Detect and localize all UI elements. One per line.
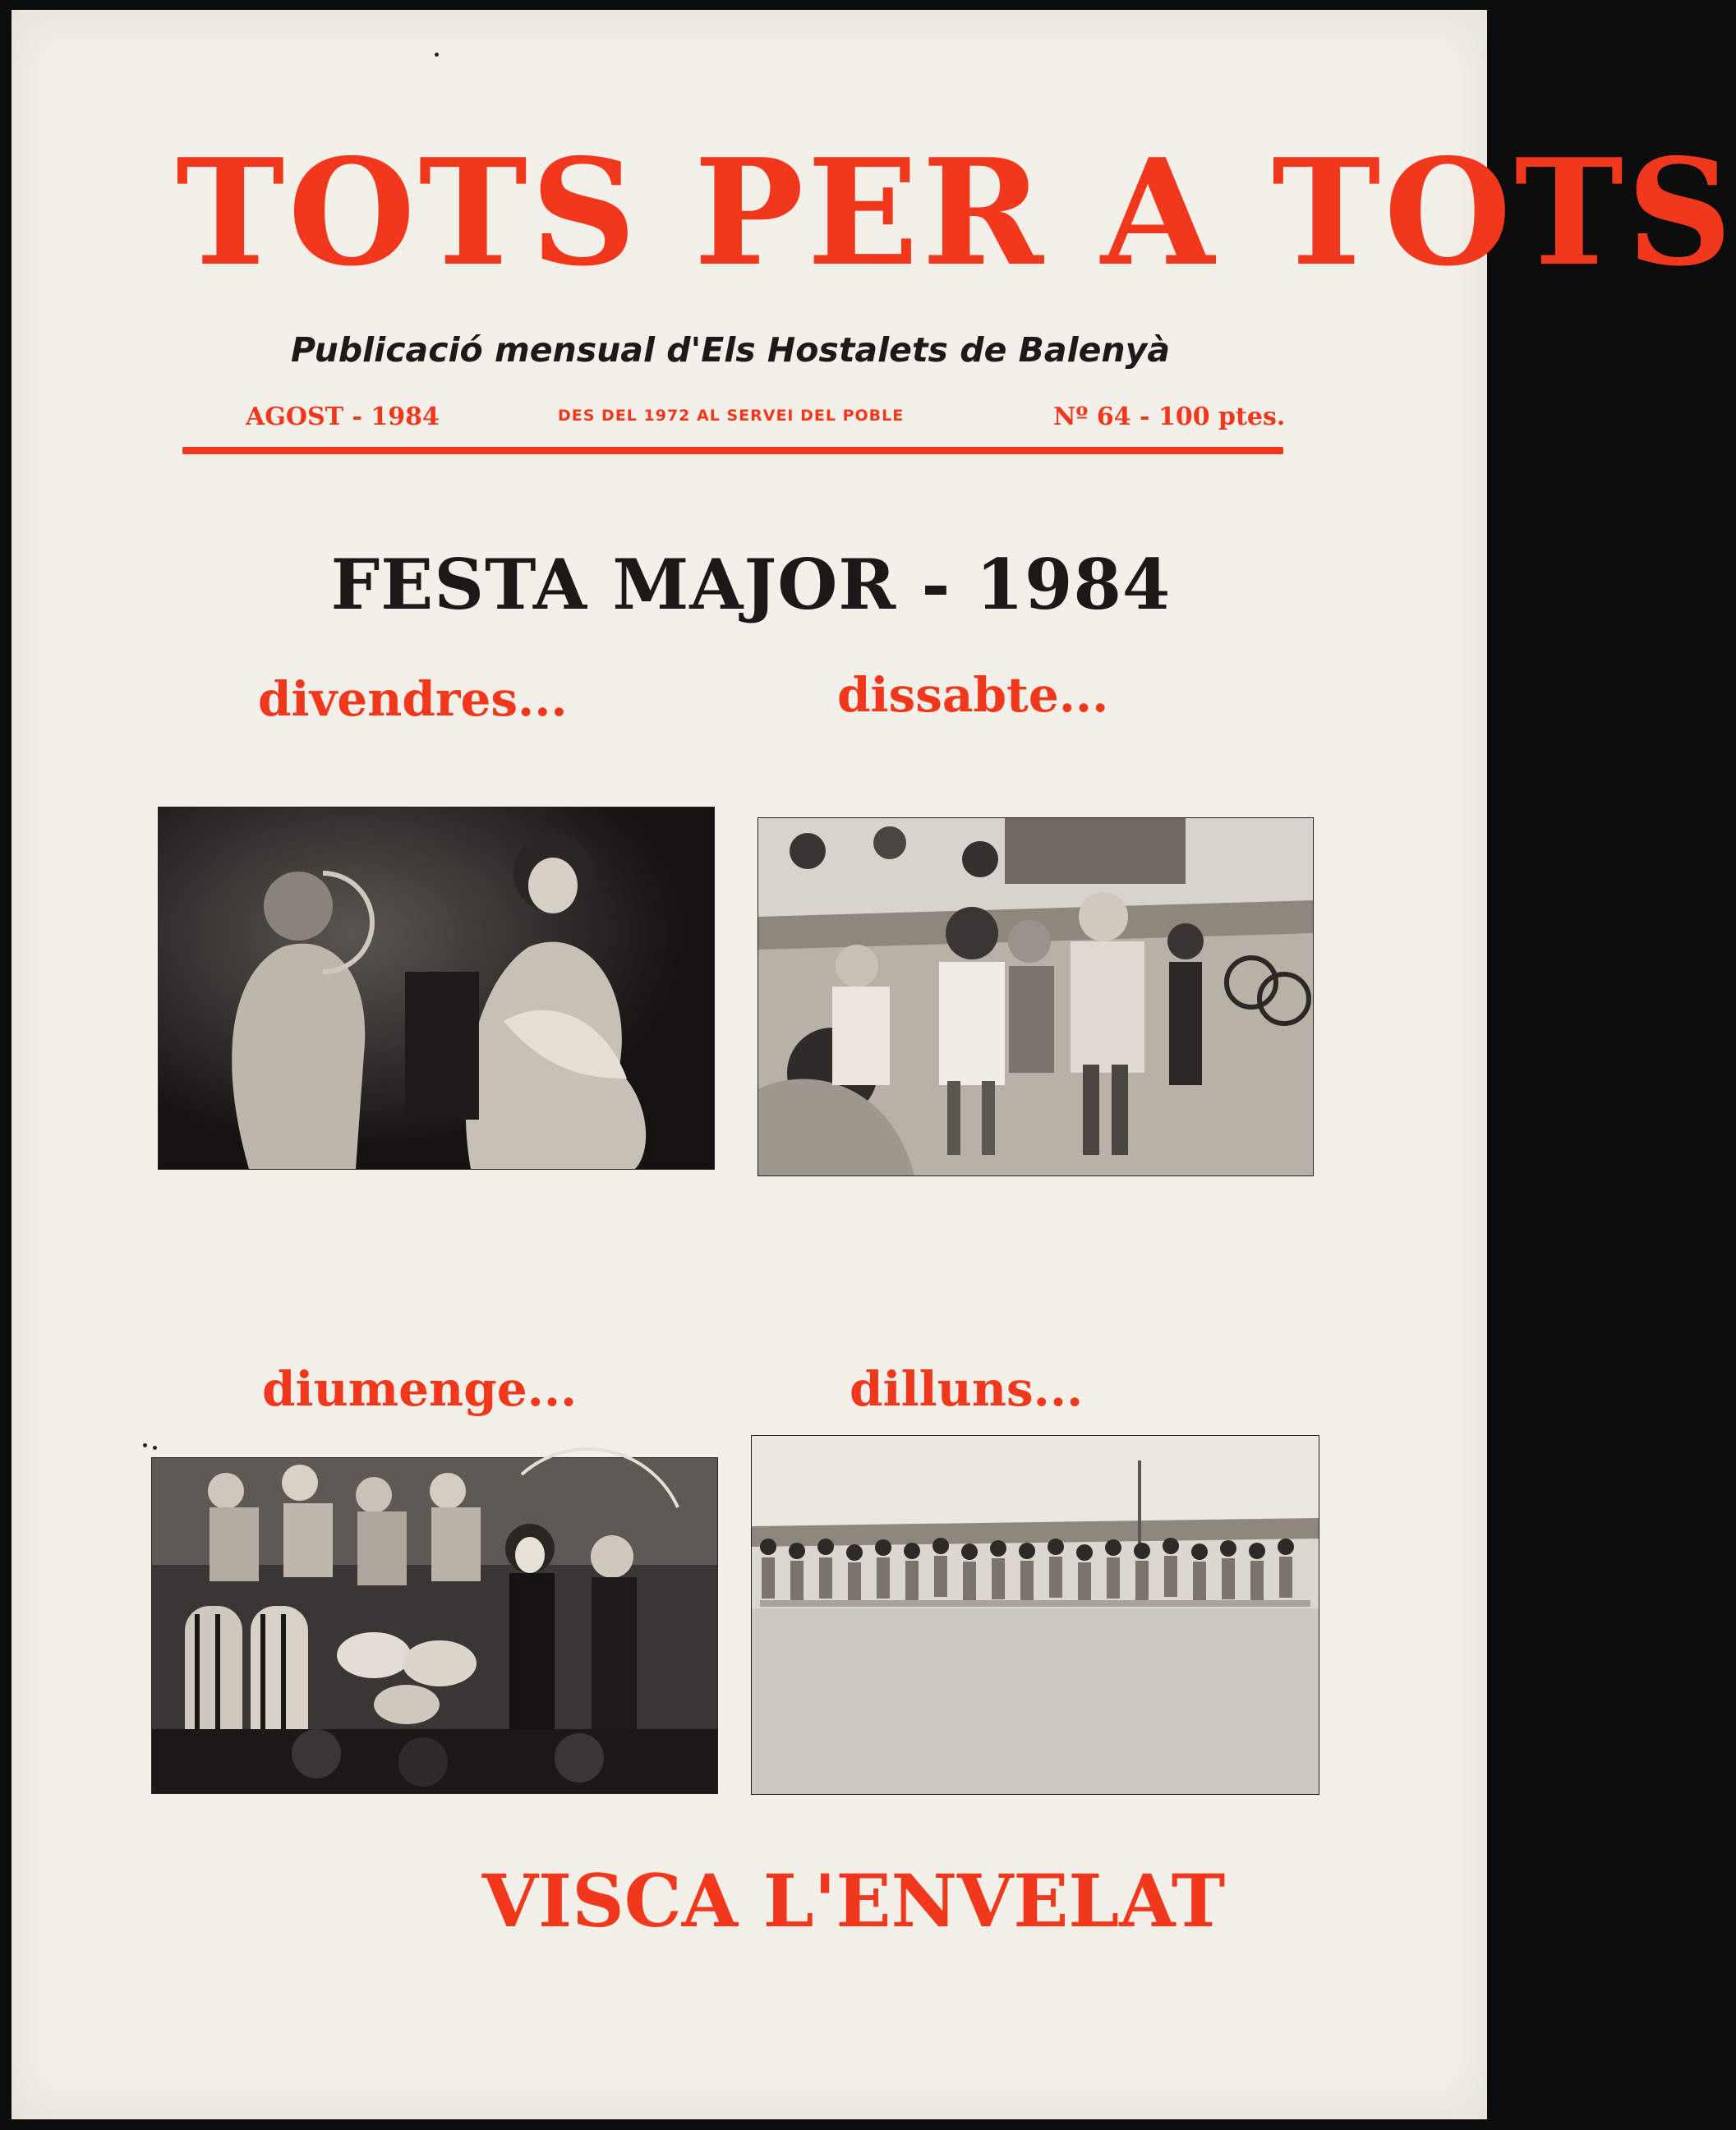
print-speck (143, 1443, 147, 1447)
masthead-tagline: Publicació mensual d'Els Hostalets de Balenyà (290, 330, 1171, 370)
print-speck (435, 53, 439, 57)
issue-number: Nº 64 - 100 ptes. (1053, 403, 1286, 431)
day-label-friday: divendres... (258, 671, 568, 727)
magazine-cover (12, 10, 1736, 2119)
masthead-title: TOTS PER A TOTS (176, 127, 1736, 298)
photo-sunday-band-concert (151, 1457, 718, 1794)
masthead-motto: DES DEL 1972 AL SERVEI DEL POBLE (558, 407, 905, 425)
issue-date: AGOST - 1984 (246, 403, 440, 431)
print-speck (153, 1446, 157, 1450)
day-label-monday: dilluns... (850, 1361, 1084, 1417)
day-label-sunday: diumenge... (262, 1361, 578, 1417)
photo-friday-performers (158, 807, 715, 1170)
day-label-saturday: dissabte... (837, 667, 1109, 723)
masthead-rule (182, 447, 1283, 454)
photo-saturday-children-dancing (757, 817, 1314, 1176)
photo-monday-children-race (751, 1435, 1319, 1795)
cover-headline: FESTA MAJOR - 1984 (330, 544, 1172, 625)
closing-slogan: VISCA L'ENVELAT (481, 1858, 1226, 1944)
